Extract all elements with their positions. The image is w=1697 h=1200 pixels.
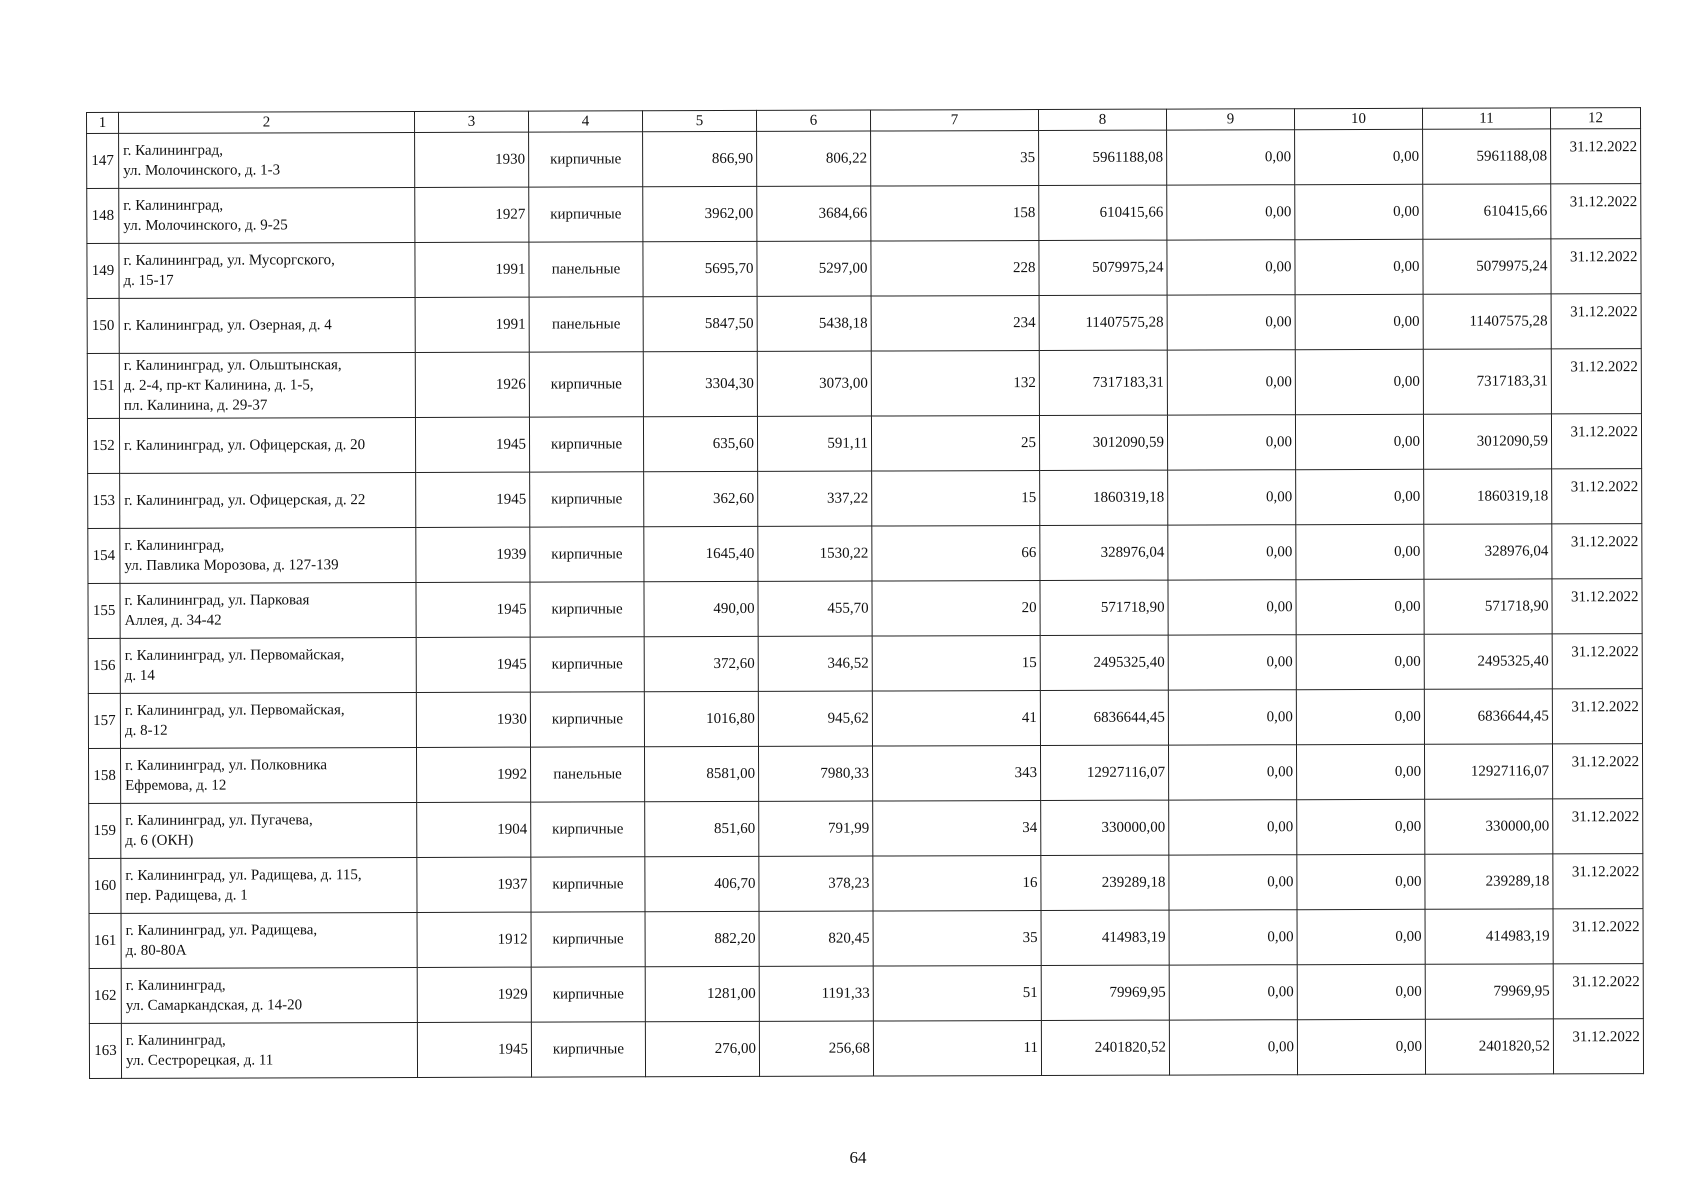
table-row: [89, 909, 1643, 969]
date-cell: 31.12.2022: [1551, 294, 1641, 349]
col11-cell: 79969,95: [1425, 964, 1553, 1019]
table-row: [87, 414, 1641, 474]
year-cell: 1945: [417, 1022, 531, 1077]
col11-cell: 414983,19: [1425, 909, 1553, 964]
wall-material-cell: кирпичные: [529, 187, 643, 242]
address-cell: г. Калининград, ул. Молочинского, д. 1-3: [119, 132, 415, 188]
col9-cell: 0,00: [1168, 690, 1296, 745]
col10-cell: 0,00: [1296, 524, 1424, 579]
col5-cell: 406,70: [645, 856, 759, 911]
row-number-cell: 156: [88, 638, 120, 693]
col6-cell: 1191,33: [759, 966, 873, 1021]
col9-cell: 0,00: [1168, 470, 1296, 525]
col9-cell: 0,00: [1168, 745, 1296, 800]
date-cell: 31.12.2022: [1551, 129, 1641, 184]
address-cell: г. Калининград, ул. Полковника Ефремова, д. 12: [120, 747, 416, 803]
col9-cell: 0,00: [1169, 1020, 1297, 1075]
date-cell: 31.12.2022: [1553, 799, 1643, 854]
row-number-cell: 161: [89, 913, 121, 968]
col6-cell: 5297,00: [757, 241, 871, 296]
col10-cell: 0,00: [1296, 634, 1424, 689]
col5-cell: 8581,00: [644, 746, 758, 801]
col11-cell: 571718,90: [1424, 579, 1552, 634]
date-cell: 31.12.2022: [1552, 469, 1642, 524]
row-number-cell: 154: [88, 528, 120, 583]
row-number-cell: 162: [89, 968, 121, 1023]
col6-cell: 591,11: [757, 416, 871, 471]
col9-cell: 0,00: [1169, 965, 1297, 1020]
wall-material-cell: кирпичные: [531, 857, 645, 912]
col10-cell: 0,00: [1295, 129, 1423, 184]
col10-cell: 0,00: [1295, 184, 1423, 239]
col7-cell: 25: [871, 416, 1039, 472]
wall-material-cell: панельные: [529, 242, 643, 297]
col10-cell: 0,00: [1296, 579, 1424, 634]
wall-material-cell: кирпичные: [530, 582, 644, 637]
col11-cell: 330000,00: [1425, 799, 1553, 854]
year-cell: 1904: [417, 802, 531, 857]
col7-cell: 41: [872, 691, 1040, 747]
col11-cell: 7317183,31: [1423, 349, 1551, 414]
col9-cell: 0,00: [1168, 580, 1296, 635]
col7-cell: 15: [872, 471, 1040, 527]
wall-material-cell: кирпичные: [530, 692, 644, 747]
row-number-cell: 157: [88, 693, 120, 748]
header-cell: 7: [870, 110, 1038, 132]
col5-cell: 1016,80: [644, 691, 758, 746]
col7-cell: 20: [872, 581, 1040, 637]
wall-material-cell: кирпичные: [530, 527, 644, 582]
wall-material-cell: кирпичные: [531, 1022, 645, 1077]
col5-cell: 851,60: [645, 801, 759, 856]
col5-cell: 276,00: [645, 1021, 759, 1076]
table-row: [88, 634, 1642, 694]
col5-cell: 882,20: [645, 911, 759, 966]
col9-cell: 0,00: [1169, 800, 1297, 855]
year-cell: 1930: [415, 132, 529, 187]
row-number-cell: 160: [89, 858, 121, 913]
row-number-cell: 151: [87, 353, 119, 418]
table-row: [87, 129, 1641, 189]
col10-cell: 0,00: [1297, 964, 1425, 1019]
header-cell: 12: [1550, 108, 1640, 129]
col6-cell: 337,22: [758, 471, 872, 526]
col5-cell: 372,60: [644, 636, 758, 691]
year-cell: 1945: [415, 417, 529, 472]
col8-cell: 3012090,59: [1039, 415, 1167, 470]
date-cell: 31.12.2022: [1553, 964, 1643, 1019]
col11-cell: 2495325,40: [1424, 634, 1552, 689]
date-cell: 31.12.2022: [1552, 689, 1642, 744]
col8-cell: 414983,19: [1041, 910, 1169, 965]
year-cell: 1945: [416, 582, 530, 637]
col10-cell: 0,00: [1295, 294, 1423, 349]
address-cell: г. Калининград, ул. Первомайская, д. 8-12: [120, 692, 416, 748]
address-cell: г. Калининград, ул. Офицерская, д. 20: [119, 417, 415, 473]
col11-cell: 5961188,08: [1423, 129, 1551, 184]
address-cell: г. Калининград, ул. Мусоргского, д. 15-17: [119, 242, 415, 298]
year-cell: 1926: [415, 352, 529, 417]
year-cell: 1937: [417, 857, 531, 912]
col8-cell: 610415,66: [1039, 185, 1167, 240]
date-cell: 31.12.2022: [1552, 634, 1642, 689]
date-cell: 31.12.2022: [1551, 349, 1641, 414]
table-row: [88, 689, 1642, 749]
col8-cell: 330000,00: [1041, 800, 1169, 855]
wall-material-cell: кирпичные: [530, 637, 644, 692]
table-row: [89, 799, 1643, 859]
row-number-cell: 153: [88, 473, 120, 528]
wall-material-cell: кирпичные: [529, 352, 643, 417]
row-number-cell: 150: [87, 298, 119, 353]
col9-cell: 0,00: [1167, 350, 1295, 415]
wall-material-cell: кирпичные: [531, 967, 645, 1022]
date-cell: 31.12.2022: [1551, 184, 1641, 239]
col6-cell: 455,70: [758, 581, 872, 636]
col7-cell: 51: [873, 966, 1041, 1022]
table-row: [89, 1019, 1643, 1079]
year-cell: 1930: [416, 692, 530, 747]
col8-cell: 1860319,18: [1040, 470, 1168, 525]
header-cell: 10: [1294, 108, 1422, 129]
col7-cell: 343: [872, 746, 1040, 802]
wall-material-cell: кирпичные: [530, 472, 644, 527]
col9-cell: 0,00: [1168, 525, 1296, 580]
year-cell: 1912: [417, 912, 531, 967]
table-row: [88, 469, 1642, 529]
page-number: 64: [849, 1148, 867, 1167]
col8-cell: 7317183,31: [1039, 350, 1167, 415]
address-cell: г. Калининград, ул. Озерная, д. 4: [119, 297, 415, 353]
wall-material-cell: кирпичные: [529, 417, 643, 472]
wall-material-cell: кирпичные: [531, 802, 645, 857]
date-cell: 31.12.2022: [1551, 239, 1641, 294]
row-number-cell: 148: [87, 188, 119, 243]
row-number-cell: 155: [88, 583, 120, 638]
date-cell: 31.12.2022: [1551, 414, 1641, 469]
year-cell: 1927: [415, 187, 529, 242]
col5-cell: 1645,40: [644, 526, 758, 581]
year-cell: 1991: [415, 242, 529, 297]
housing-table: [86, 107, 1644, 1079]
header-cell: 9: [1166, 109, 1294, 130]
col9-cell: 0,00: [1167, 240, 1295, 295]
header-cell: 4: [528, 111, 642, 132]
year-cell: 1939: [416, 527, 530, 582]
year-cell: 1992: [416, 747, 530, 802]
wall-material-cell: кирпичные: [531, 912, 645, 967]
wall-material-cell: кирпичные: [529, 132, 643, 187]
col8-cell: 12927116,07: [1040, 745, 1168, 800]
col7-cell: 16: [873, 856, 1041, 912]
col11-cell: 5079975,24: [1423, 239, 1551, 294]
col7-cell: 35: [873, 911, 1041, 967]
col9-cell: 0,00: [1167, 415, 1295, 470]
col6-cell: 820,45: [759, 911, 873, 966]
col6-cell: 5438,18: [757, 296, 871, 351]
address-cell: г. Калининград, ул. Пугачева, д. 6 (ОКН): [121, 802, 417, 858]
header-cell: 2: [119, 111, 415, 133]
col7-cell: 35: [871, 131, 1039, 187]
col10-cell: 0,00: [1296, 689, 1424, 744]
col10-cell: 0,00: [1295, 349, 1423, 414]
col5-cell: 490,00: [644, 581, 758, 636]
table-row: [88, 744, 1642, 804]
col9-cell: 0,00: [1168, 635, 1296, 690]
date-cell: 31.12.2022: [1553, 1019, 1643, 1074]
col6-cell: 3684,66: [757, 186, 871, 241]
col10-cell: 0,00: [1295, 414, 1423, 469]
col8-cell: 2495325,40: [1040, 635, 1168, 690]
col6-cell: 1530,22: [758, 526, 872, 581]
col8-cell: 328976,04: [1040, 525, 1168, 580]
col11-cell: 1860319,18: [1424, 469, 1552, 524]
date-cell: 31.12.2022: [1552, 579, 1642, 634]
col8-cell: 2401820,52: [1041, 1020, 1169, 1075]
col6-cell: 378,23: [759, 856, 873, 911]
col11-cell: 3012090,59: [1423, 414, 1551, 469]
row-number-cell: 152: [87, 418, 119, 473]
address-cell: г. Калининград, ул. Самаркандская, д. 14-20: [121, 967, 417, 1023]
year-cell: 1929: [417, 967, 531, 1022]
table-row: [89, 854, 1643, 914]
col6-cell: 791,99: [759, 801, 873, 856]
col7-cell: 132: [871, 351, 1039, 417]
table-row: [89, 964, 1643, 1024]
row-number-cell: 163: [89, 1023, 121, 1078]
col5-cell: 3962,00: [643, 186, 757, 241]
col10-cell: 0,00: [1296, 744, 1424, 799]
col11-cell: 6836644,45: [1424, 689, 1552, 744]
address-cell: г. Калининград, ул. Офицерская, д. 22: [120, 472, 416, 528]
col9-cell: 0,00: [1169, 855, 1297, 910]
col11-cell: 2401820,52: [1425, 1019, 1553, 1074]
col11-cell: 610415,66: [1423, 184, 1551, 239]
wall-material-cell: панельные: [529, 297, 643, 352]
date-cell: 31.12.2022: [1553, 854, 1643, 909]
col8-cell: 5079975,24: [1039, 240, 1167, 295]
col8-cell: 5961188,08: [1039, 130, 1167, 185]
col8-cell: 11407575,28: [1039, 295, 1167, 350]
table-body: [87, 129, 1644, 1079]
header-cell: 5: [642, 110, 756, 131]
row-number-cell: 158: [88, 748, 120, 803]
col10-cell: 0,00: [1297, 854, 1425, 909]
col11-cell: 11407575,28: [1423, 294, 1551, 349]
col8-cell: 571718,90: [1040, 580, 1168, 635]
col9-cell: 0,00: [1167, 130, 1295, 185]
row-number-cell: 159: [89, 803, 121, 858]
col9-cell: 0,00: [1167, 295, 1295, 350]
table-row: [88, 524, 1642, 584]
year-cell: 1945: [416, 637, 530, 692]
col7-cell: 66: [872, 526, 1040, 582]
col5-cell: 635,60: [643, 416, 757, 471]
address-cell: г. Калининград, ул. Парковая Аллея, д. 34-42: [120, 582, 416, 638]
col6-cell: 945,62: [758, 691, 872, 746]
col6-cell: 3073,00: [757, 351, 871, 416]
col5-cell: 362,60: [644, 471, 758, 526]
address-cell: г. Калининград, ул. Павлика Морозова, д. 127-139: [120, 527, 416, 583]
col10-cell: 0,00: [1297, 799, 1425, 854]
address-cell: г. Калининград, ул. Радищева, д. 80-80А: [121, 912, 417, 968]
header-cell: 11: [1422, 108, 1550, 129]
year-cell: 1945: [416, 472, 530, 527]
date-cell: 31.12.2022: [1553, 909, 1643, 964]
col6-cell: 7980,33: [758, 746, 872, 801]
col9-cell: 0,00: [1169, 910, 1297, 965]
header-cell: 3: [414, 111, 528, 132]
col10-cell: 0,00: [1297, 1019, 1425, 1074]
address-cell: г. Калининград, ул. Сестрорецкая, д. 11: [121, 1022, 417, 1078]
col7-cell: 34: [873, 801, 1041, 857]
col10-cell: 0,00: [1296, 469, 1424, 524]
col7-cell: 158: [871, 186, 1039, 242]
col10-cell: 0,00: [1297, 909, 1425, 964]
col5-cell: 5847,50: [643, 296, 757, 351]
table-row: [87, 239, 1641, 299]
col7-cell: 11: [873, 1021, 1041, 1077]
col9-cell: 0,00: [1167, 185, 1295, 240]
col8-cell: 239289,18: [1041, 855, 1169, 910]
col5-cell: 5695,70: [643, 241, 757, 296]
address-cell: г. Калининград, ул. Молочинского, д. 9-25: [119, 187, 415, 243]
wall-material-cell: панельные: [530, 747, 644, 802]
row-number-cell: 149: [87, 243, 119, 298]
col11-cell: 239289,18: [1425, 854, 1553, 909]
table-row: [87, 294, 1641, 354]
header-cell: 1: [87, 112, 119, 133]
year-cell: 1991: [415, 297, 529, 352]
col8-cell: 6836644,45: [1040, 690, 1168, 745]
row-number-cell: 147: [87, 133, 119, 188]
col7-cell: 228: [871, 241, 1039, 297]
col8-cell: 79969,95: [1041, 965, 1169, 1020]
col10-cell: 0,00: [1295, 239, 1423, 294]
col5-cell: 866,90: [643, 131, 757, 186]
table-row: [87, 184, 1641, 244]
date-cell: 31.12.2022: [1552, 524, 1642, 579]
address-cell: г. Калининград, ул. Радищева, д. 115, пер. Радищева, д. 1: [121, 857, 417, 913]
address-cell: г. Калининград, ул. Ольштынская, д. 2-4, пр-кт Калинина, д. 1-5, пл. Калинина, д. 29-37: [119, 352, 415, 418]
table-row: [88, 579, 1642, 639]
address-cell: г. Калининград, ул. Первомайская, д. 14: [120, 637, 416, 693]
col11-cell: 328976,04: [1424, 524, 1552, 579]
col5-cell: 1281,00: [645, 966, 759, 1021]
header-cell: 6: [756, 110, 870, 131]
col7-cell: 15: [872, 636, 1040, 692]
col6-cell: 806,22: [757, 131, 871, 186]
table-row: [87, 349, 1641, 419]
col6-cell: 346,52: [758, 636, 872, 691]
date-cell: 31.12.2022: [1552, 744, 1642, 799]
col11-cell: 12927116,07: [1424, 744, 1552, 799]
col5-cell: 3304,30: [643, 351, 757, 416]
col7-cell: 234: [871, 296, 1039, 352]
header-cell: 8: [1038, 109, 1166, 130]
col6-cell: 256,68: [759, 1021, 873, 1076]
